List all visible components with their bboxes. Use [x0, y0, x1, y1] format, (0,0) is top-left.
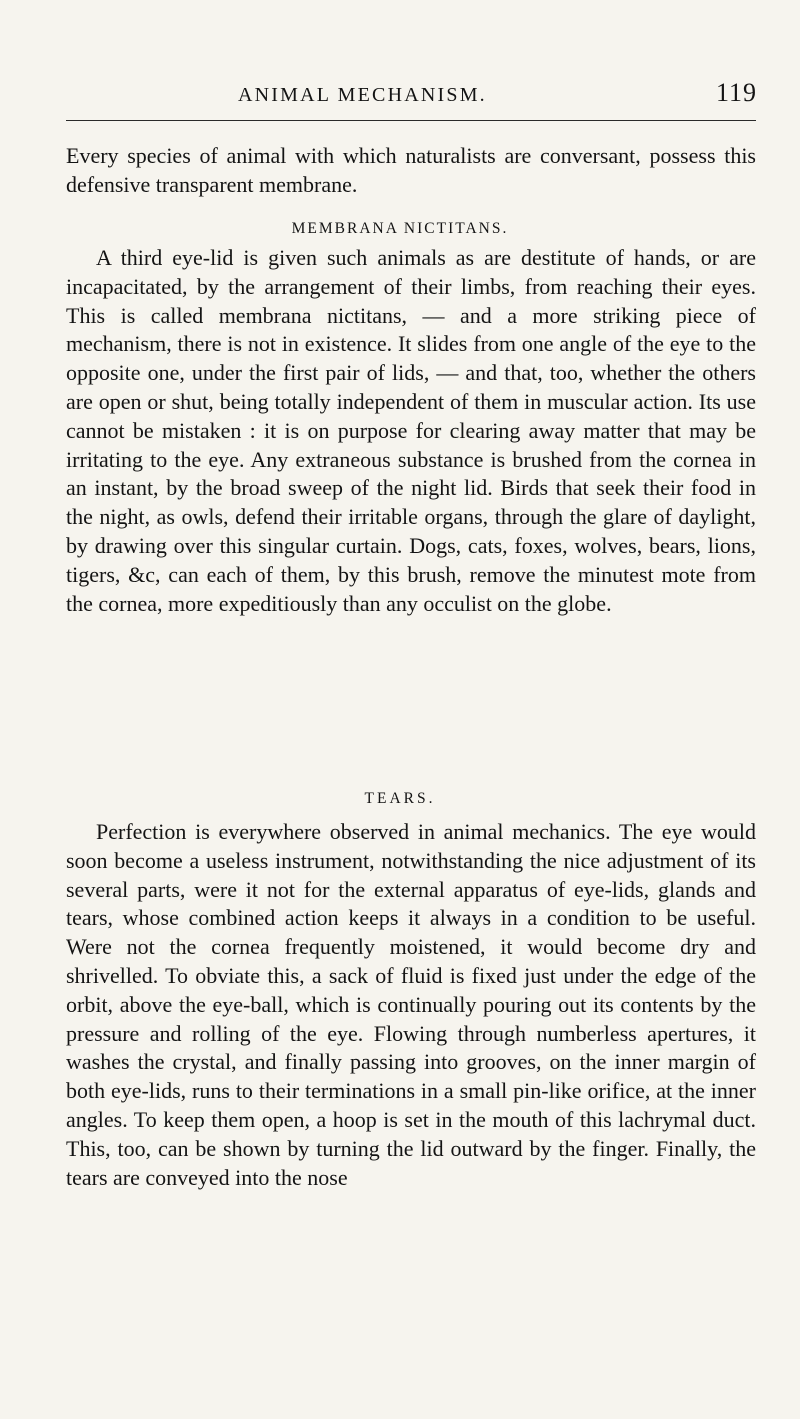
- tears-paragraph: Perfection is everywhere observed in animal mechanics. The eye would soon become a useless instrument, notwithstanding the nice adjustment of its several parts, were it not for the external apparatus of eye-lids, glands and tears, whose combined action keeps it always in a condition to be useful. Were not the cornea frequently moistened, it would become dry and shrivelled. To obviate this, a sack of fluid is fixed just under the edge of the orbit, above the eye-ball, which is continually pouring out its contents by the pressure and rolling of the eye. Flowing through numberless apertures, it washes the crystal, and finally passing into grooves, on the inner margin of both eye-lids, runs to their terminations in a small pin-like orifice, at the inner angles. To keep them open, a hoop is set in the mouth of this lachrymal duct. This, too, can be shown by turning the lid outward by the finger. Finally, the tears are conveyed into the nose: [66, 819, 756, 1190]
- intro-block: [66, 142, 756, 200]
- section-heading-membrana-nictitans: MEMBRANA NICTITANS.: [291, 220, 509, 237]
- running-title: ANIMAL MECHANISM.: [238, 84, 487, 106]
- header-rule: [66, 120, 756, 121]
- page-number: 119: [716, 78, 758, 107]
- section-heading-tears: TEARS.: [364, 790, 436, 807]
- tears-block: [66, 818, 756, 1192]
- running-header: [0, 78, 800, 118]
- membrana-nictitans-paragraph: A third eye-lid is given such animals as are destitute of hands, or are incapacitated, by the arrangement of their limbs, from reaching their eyes. This is called membrana nictitans, — and a more striking piece of mechanism, there is not in existence. It slides from one angle of the eye to the opposite one, under the first pair of lids, — and that, too, whether the others are open or shut, being totally independent of them in muscular action. Its use cannot be mistaken : it is on purpose for clearing away matter that may be irritating to the eye. Any extraneous substance is brushed from the cornea in an instant, by the broad sweep of the night lid. Birds that seek their food in the night, as owls, defend their irritable organs, through the glare of daylight, by drawing over this singular curtain. Dogs, cats, foxes, wolves, bears, lions, tigers, &c, can each of them, by this brush, remove the minutest mote from the cornea, more expeditiously than any occulist on the globe.: [66, 245, 756, 616]
- membrana-nictitans-block: [66, 244, 756, 618]
- intro-paragraph: Every species of animal with which naturalists are conversant, possess this defensive transparent membrane.: [66, 143, 756, 197]
